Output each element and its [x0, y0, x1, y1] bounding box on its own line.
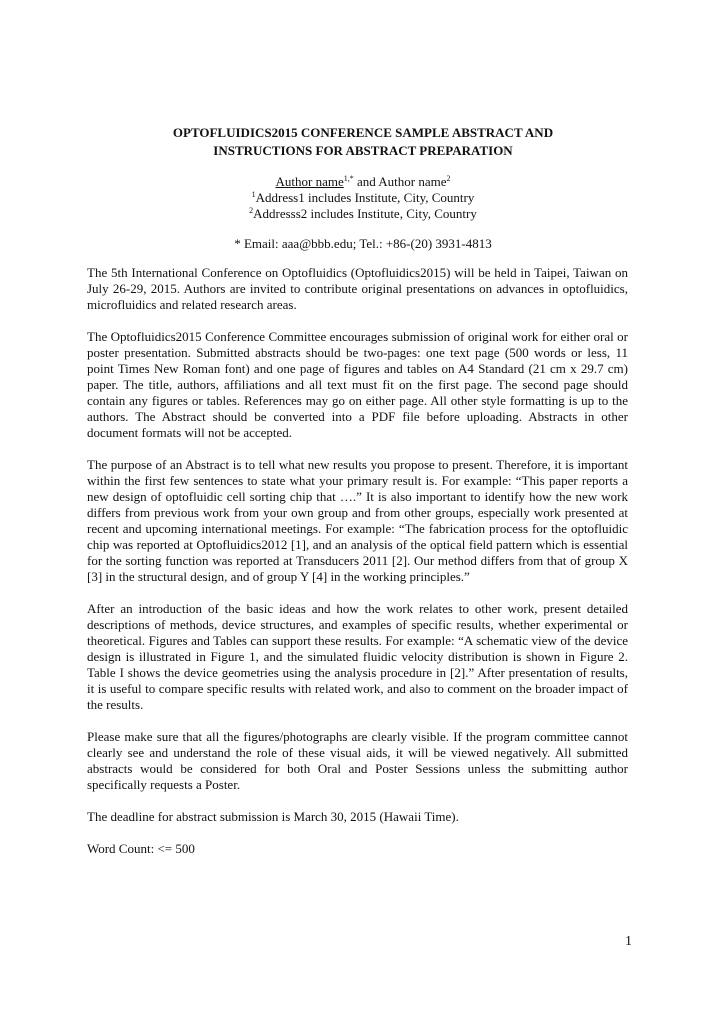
- title-line-2: INSTRUCTIONS FOR ABSTRACT PREPARATION: [213, 143, 513, 158]
- page-number: 1: [625, 934, 632, 949]
- contact-info: * Email: aaa@bbb.edu; Tel.: +86-(20) 3931-4813: [234, 236, 492, 251]
- page-title: [90, 124, 636, 160]
- author-conjunction: and: [353, 174, 379, 189]
- author-2-affiliation-mark: 2: [446, 174, 451, 183]
- address-1-mark: 1: [251, 190, 256, 199]
- paragraph-submission-format: The Optofluidics2015 Conference Committee encourages submission of original work for either oral or poster presentation. Submitted abstracts should be two-pages: one text page (500 words or less, 11 point Times New Roman font) and one page of figures and tables on A4 Standard (21 cm x 29.7 cm) paper. The title, authors, affiliations and all text must fit on the first page. The second page should contain any figures or tables. References may go on either page. All other style formatting is up to the authors. The Abstract should be converted into a PDF file before uploading. Abstracts in other document formats will not be accepted.: [87, 329, 628, 440]
- author-block: [90, 174, 636, 222]
- address-line-1: [90, 190, 636, 206]
- address-2-mark: 2: [249, 206, 254, 215]
- author-1-affiliation-mark: 1,*: [343, 174, 354, 183]
- address-2-text: Addresss2 includes Institute, City, Country: [253, 206, 477, 221]
- title-line-1: OPTOFLUIDICS2015 CONFERENCE SAMPLE ABSTRACT AND: [172, 125, 554, 140]
- address-1-text: Address1 includes Institute, City, Country: [255, 190, 475, 205]
- abstract-body: [87, 265, 628, 873]
- paragraph-results: After an introduction of the basic ideas and how the work relates to other work, present detailed descriptions of methods, device structures, and examples of specific results, whether experimental or theoretical. Figures and Tables can support these results. For example: “A schematic view of the device design is illustrated in Figure 1, and the simulated fluidic velocity distribution is shown in Figure 2. Table I shows the device geometries using the analysis procedure in [2].” After presentation of results, it is useful to compare specific results with related work, and also to comment on the broader impact of the results.: [87, 601, 628, 712]
- author-name-1: Author name: [275, 174, 344, 189]
- paragraph-intro: The 5th International Conference on Optofluidics (Optofluidics2015) will be held in Taipei, Taiwan on July 26-29, 2015. Authors are invited to contribute original presentations on advances in optofluidics, microfluidics and related research areas.: [87, 265, 628, 312]
- paragraph-deadline: The deadline for abstract submission is March 30, 2015 (Hawaii Time).: [87, 809, 459, 824]
- address-line-2: [90, 206, 636, 222]
- paragraph-figures: Please make sure that all the figures/photographs are clearly visible. If the program committee cannot clearly see and understand the role of these visual aids, it will be viewed negatively. All submitted abstracts would be considered for both Oral and Poster Sessions unless the submitting author specifically requests a Poster.: [87, 729, 628, 792]
- paragraph-word-count: Word Count: <= 500: [87, 841, 195, 856]
- author-name-2: Author name: [378, 174, 447, 189]
- paragraph-purpose: The purpose of an Abstract is to tell what new results you propose to present. Therefore, it is important within the first few sentences to state what your primary result is. For example: “This paper reports a new design of optofluidic cell sorting chip that ….” It is also important to identify how the new work differs from previous work from your own group and from other groups, especially work presented at recent and upcoming international meetings. For example: “The fabrication process for the optofluidic chip was reported at Optofluidics2012 [1], and an analysis of the optical field pattern which is essential for the sorting function was reported at Transducers 2011 [2]. Our method differs from that of group X [3] in the structural design, and of group Y [4] in the working principles.”: [87, 457, 628, 584]
- author-line: [90, 174, 636, 190]
